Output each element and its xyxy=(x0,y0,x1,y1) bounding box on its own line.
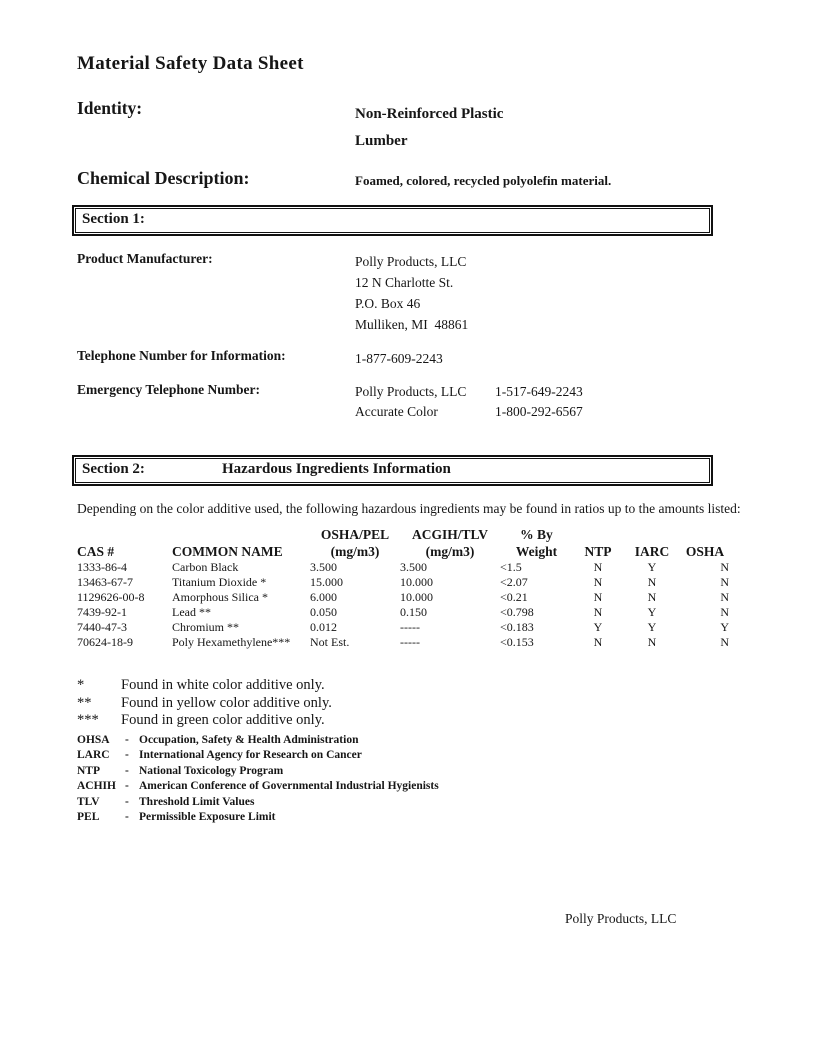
emergency-label: Emergency Telephone Number: xyxy=(77,382,260,397)
table-row xyxy=(77,560,729,575)
table-header-row xyxy=(77,543,729,560)
table-row xyxy=(77,635,729,650)
note-text: Found in green color additive only. xyxy=(121,712,325,728)
asterisk-note xyxy=(77,677,816,695)
table-cell: N xyxy=(593,605,603,619)
identity-value xyxy=(355,98,816,155)
column-header: (mg/m3) xyxy=(425,544,475,559)
table-cell: <1.5 xyxy=(500,560,522,574)
abbr-definition: Threshold Limit Values xyxy=(139,795,255,808)
page-title: Material Safety Data Sheet xyxy=(77,53,304,74)
table-cell: N xyxy=(720,590,729,604)
abbr-dash: - xyxy=(125,780,129,792)
abbreviation-row xyxy=(77,764,816,780)
chemical-description-label: Chemical Description: xyxy=(77,168,250,188)
table-cell: 10.000 xyxy=(400,575,433,589)
table-cell: 6.000 xyxy=(310,590,337,604)
abbr-dash: - xyxy=(125,811,129,823)
emergency-row xyxy=(77,382,816,422)
table-cell: Y xyxy=(593,620,603,634)
asterisk-notes xyxy=(77,677,816,730)
contact-name: Polly Products, LLC xyxy=(355,384,467,399)
abbr-code: ACHIH xyxy=(77,780,116,792)
note-marker: ** xyxy=(77,694,92,711)
table-row xyxy=(77,620,729,635)
table-cell: N xyxy=(720,575,729,589)
table-cell: <0.798 xyxy=(500,605,534,619)
abbr-code: LARC xyxy=(77,749,110,761)
contact-number: 1-517-649-2243 xyxy=(495,384,583,399)
abbr-code: TLV xyxy=(77,795,100,808)
column-header xyxy=(623,526,681,543)
abbr-definition: National Toxicology Program xyxy=(139,764,284,777)
section2-subheading: Hazardous Ingredients Information xyxy=(222,461,451,477)
identity-value-line-2: Lumber xyxy=(355,133,408,149)
table-cell: Amorphous Silica * xyxy=(172,590,268,604)
column-header xyxy=(77,526,172,543)
column-header xyxy=(681,526,729,543)
phone-info-row xyxy=(77,348,816,369)
chemical-description-row xyxy=(77,168,816,189)
abbreviation-row xyxy=(77,748,816,764)
column-header xyxy=(172,526,310,543)
abbr-dash: - xyxy=(125,749,129,761)
address-line: 12 N Charlotte St. xyxy=(355,275,454,290)
column-header: COMMON NAME xyxy=(172,544,283,559)
table-cell: 70624-18-9 xyxy=(77,635,133,649)
table-cell: Chromium ** xyxy=(172,620,240,634)
abbr-code: OHSA xyxy=(77,733,110,746)
section2-box-inner xyxy=(75,458,710,483)
table-cell: <0.21 xyxy=(500,590,528,604)
table-header-row xyxy=(77,526,729,543)
asterisk-note xyxy=(77,695,816,713)
abbreviation-row xyxy=(77,779,816,795)
table-cell: 13463-67-7 xyxy=(77,575,133,589)
address-line: Polly Products, LLC xyxy=(355,254,467,269)
abbr-definition: Occupation, Safety & Health Administration xyxy=(139,733,359,746)
section1-heading: Section 1: xyxy=(82,211,145,227)
table-cell: N xyxy=(647,575,657,589)
page-footer: Polly Products, LLC xyxy=(565,911,677,926)
abbreviation-list xyxy=(77,733,816,826)
column-header: % By xyxy=(520,527,553,542)
table-cell: N xyxy=(647,590,657,604)
table-cell: 15.000 xyxy=(310,575,343,589)
table-cell: <0.183 xyxy=(500,620,534,634)
table-cell: 3.500 xyxy=(310,560,337,574)
column-header: OSHA/PEL xyxy=(320,527,390,542)
table-cell: 7440-47-3 xyxy=(77,620,127,634)
table-cell: ----- xyxy=(400,620,420,634)
abbr-code: PEL xyxy=(77,811,100,823)
table-cell: N xyxy=(647,635,657,649)
emergency-contact xyxy=(355,382,816,402)
column-header: OSHA xyxy=(685,544,725,559)
table-cell: 10.000 xyxy=(400,590,433,604)
abbr-dash: - xyxy=(125,764,129,777)
table-cell: Poly Hexamethylene*** xyxy=(172,635,291,649)
section2-heading: Section 2: xyxy=(82,461,145,477)
table-cell: Y xyxy=(647,620,657,634)
table-cell: <0.153 xyxy=(500,635,534,649)
chemical-description-value: Foamed, colored, recycled polyolefin material. xyxy=(355,173,612,188)
table-cell: N xyxy=(720,635,729,649)
table-cell: 0.050 xyxy=(310,605,337,619)
table-cell: 7439-92-1 xyxy=(77,605,127,619)
table-cell: 1333-86-4 xyxy=(77,560,127,574)
manufacturer-label: Product Manufacturer: xyxy=(77,251,213,266)
emergency-contact xyxy=(355,402,816,422)
table-cell: 0.150 xyxy=(400,605,427,619)
manufacturer-address xyxy=(355,251,816,335)
abbr-dash: - xyxy=(125,795,129,808)
hazard-ingredients-table xyxy=(77,526,729,650)
asterisk-note xyxy=(77,712,816,730)
identity-label: Identity: xyxy=(77,98,143,118)
abbr-definition: International Agency for Research on Cancer xyxy=(139,749,362,761)
identity-value-line-1: Non-Reinforced Plastic xyxy=(355,106,504,122)
table-cell: 0.012 xyxy=(310,620,337,634)
note-text: Found in yellow color additive only. xyxy=(121,694,332,711)
abbr-definition: Permissible Exposure Limit xyxy=(139,811,276,823)
table-cell: Not Est. xyxy=(310,635,350,649)
column-header xyxy=(573,526,623,543)
section2-box xyxy=(72,455,713,486)
address-line: P.O. Box 46 xyxy=(355,296,421,311)
table-cell: N xyxy=(593,635,603,649)
address-line: Mulliken, MI 48861 xyxy=(355,317,469,332)
section1-box-inner xyxy=(75,208,710,233)
table-cell: <2.07 xyxy=(500,575,528,589)
contact-number: 1-800-292-6567 xyxy=(495,404,583,419)
emergency-contacts xyxy=(355,382,816,422)
table-cell: ----- xyxy=(400,635,420,649)
note-text: Found in white color additive only. xyxy=(121,677,325,693)
table-cell: Carbon Black xyxy=(172,560,239,574)
abbr-dash: - xyxy=(125,733,129,746)
table-cell: Y xyxy=(647,605,657,619)
table-cell: Y xyxy=(647,560,657,574)
table-cell: N xyxy=(720,605,729,619)
table-cell: 3.500 xyxy=(400,560,427,574)
note-marker: * xyxy=(77,677,85,693)
contact-name: Accurate Color xyxy=(355,404,438,419)
column-header: ACGIH/TLV xyxy=(411,527,489,542)
table-cell: N xyxy=(593,560,603,574)
table-cell: N xyxy=(593,575,603,589)
column-header: IARC xyxy=(634,544,670,559)
table-cell: N xyxy=(593,590,603,604)
abbreviation-row xyxy=(77,795,816,811)
table-cell: Titanium Dioxide * xyxy=(172,575,267,589)
note-marker: *** xyxy=(77,712,99,728)
phone-info-value: 1-877-609-2243 xyxy=(355,351,443,366)
abbreviation-row xyxy=(77,733,816,749)
phone-info-label: Telephone Number for Information: xyxy=(77,348,286,363)
column-header: (mg/m3) xyxy=(330,544,380,559)
table-cell: Lead ** xyxy=(172,605,211,619)
identity-row xyxy=(77,98,816,155)
manufacturer-row xyxy=(77,251,816,335)
section1-box xyxy=(72,205,713,236)
column-header: Weight xyxy=(515,544,558,559)
table-row xyxy=(77,575,729,590)
table-row xyxy=(77,605,729,620)
section1-subheading xyxy=(222,211,703,228)
abbreviation-row xyxy=(77,810,816,826)
column-header: NTP xyxy=(584,544,612,559)
table-cell: N xyxy=(720,560,729,574)
abbr-code: NTP xyxy=(77,764,100,777)
column-header: CAS # xyxy=(77,544,115,559)
table-cell: 1129626-00-8 xyxy=(77,590,145,604)
table-row xyxy=(77,590,729,605)
table-cell: Y xyxy=(720,620,729,634)
intro-paragraph: Depending on the color additive used, the following hazardous ingredients may be found in ratios up to the amounts listed: xyxy=(77,501,741,516)
abbr-definition: American Conference of Governmental Industrial Hygienists xyxy=(139,780,439,792)
